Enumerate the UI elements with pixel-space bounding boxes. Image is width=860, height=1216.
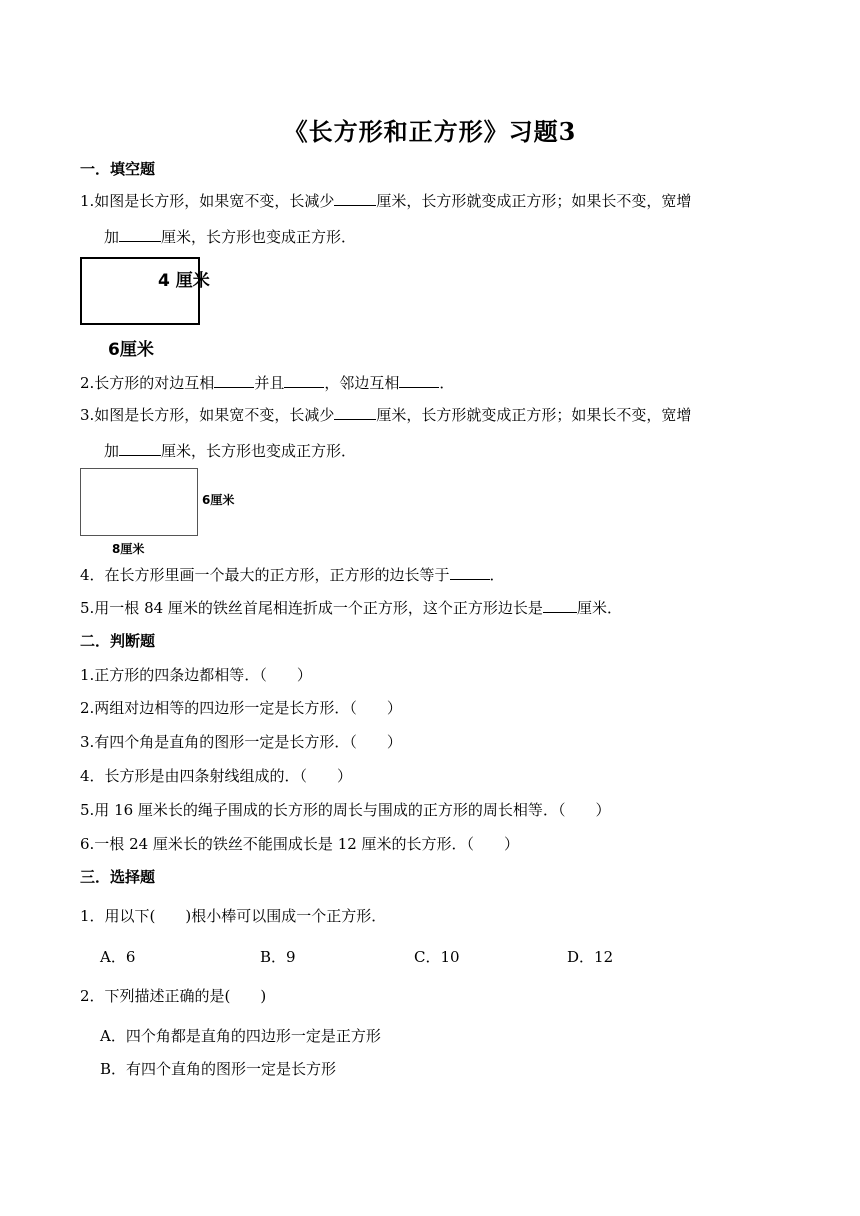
fill-q1-text-b: 厘米，长方形就变成正方形；如果长不变，宽增 [376,192,692,210]
fill-question-1-line-2 [104,226,356,247]
answer-blank[interactable] [334,191,376,206]
fill-question-3-line-1 [80,404,691,425]
choice-question-2: 2．下列描述正确的是( ) [80,987,267,1005]
fill-q2-text-b: 并且 [254,374,285,392]
fill-question-2 [80,372,454,393]
answer-blank[interactable] [284,373,324,388]
figure-2-bottom-label: 8厘米 [112,542,145,556]
answer-blank[interactable] [214,373,254,388]
judge-question-1: 1.正方形的四条边都相等．（ ） [80,666,312,684]
fill-q2-text-d: ． [439,374,455,392]
answer-blank[interactable] [543,598,577,613]
fill-q1-text-a: 1.如图是长方形，如果宽不变，长减少 [80,192,335,210]
judge-question-6: 6.一根 24 厘米长的铁丝不能围成长是 12 厘米的长方形．（ ） [80,835,520,853]
choice-q2-option-b[interactable]: B．有四个直角的图形一定是长方形 [100,1060,337,1078]
fill-question-5 [80,597,622,618]
rectangle-figure-2 [80,468,198,536]
choice-q1-option-d[interactable]: D．12 [567,948,614,966]
fill-question-1-line-1 [80,190,691,211]
answer-blank[interactable] [334,405,376,420]
choice-question-1: 1．用以下( )根小棒可以围成一个正方形． [80,907,387,925]
section-heading-fill: 一．填空题 [80,160,156,178]
fill-q3-text-a: 3.如图是长方形，如果宽不变，长减少 [80,406,335,424]
choice-q2-option-a[interactable]: A．四个角都是直角的四边形一定是正方形 [100,1027,381,1045]
page-title: 《长方形和正方形》习题3 [283,117,577,146]
fill-q5-text-a: 5.用一根 84 厘米的铁丝首尾相连折成一个正方形，这个正方形边长是 [80,599,543,617]
fill-q1-text-c: 加 [104,228,120,246]
judge-question-4: 4．长方形是由四条射线组成的．（ ） [80,767,353,785]
choice-q1-option-a[interactable]: A．6 [100,948,136,966]
fill-q3-text-d: 厘米，长方形也变成正方形． [161,442,357,460]
judge-question-3: 3.有四个角是直角的图形一定是长方形．（ ） [80,733,402,751]
figure-2-side-label: 6厘米 [202,493,235,507]
fill-question-4 [80,564,505,585]
judge-question-2: 2.两组对边相等的四边形一定是长方形．（ ） [80,699,402,717]
section-heading-judge: 二．判断题 [80,632,156,650]
answer-blank[interactable] [450,565,490,580]
section-heading-choice: 三．选择题 [80,868,156,886]
fill-q4-text-b: ． [489,566,505,584]
fill-question-3-line-2 [104,440,356,461]
answer-blank[interactable] [399,373,439,388]
fill-q3-text-c: 加 [104,442,120,460]
fill-q4-text-a: 4．在长方形里画一个最大的正方形，正方形的边长等于 [80,566,450,584]
answer-blank[interactable] [119,227,161,242]
fill-q3-text-b: 厘米，长方形就变成正方形；如果长不变，宽增 [376,406,692,424]
fill-q2-text-a: 2.长方形的对边互相 [80,374,215,392]
answer-blank[interactable] [119,441,161,456]
figure-1-bottom-label: 6厘米 [108,340,154,360]
fill-q2-text-c: ，邻边互相 [324,374,400,392]
figure-1-side-label: 4 厘米 [158,271,210,291]
judge-question-5: 5.用 16 厘米长的绳子围成的长方形的周长与围成的正方形的周长相等．（ ） [80,801,611,819]
choice-q1-option-c[interactable]: C．10 [414,948,460,966]
fill-q5-text-b: 厘米． [576,599,622,617]
fill-q1-text-d: 厘米，长方形也变成正方形． [161,228,357,246]
choice-q1-option-b[interactable]: B．9 [260,948,296,966]
